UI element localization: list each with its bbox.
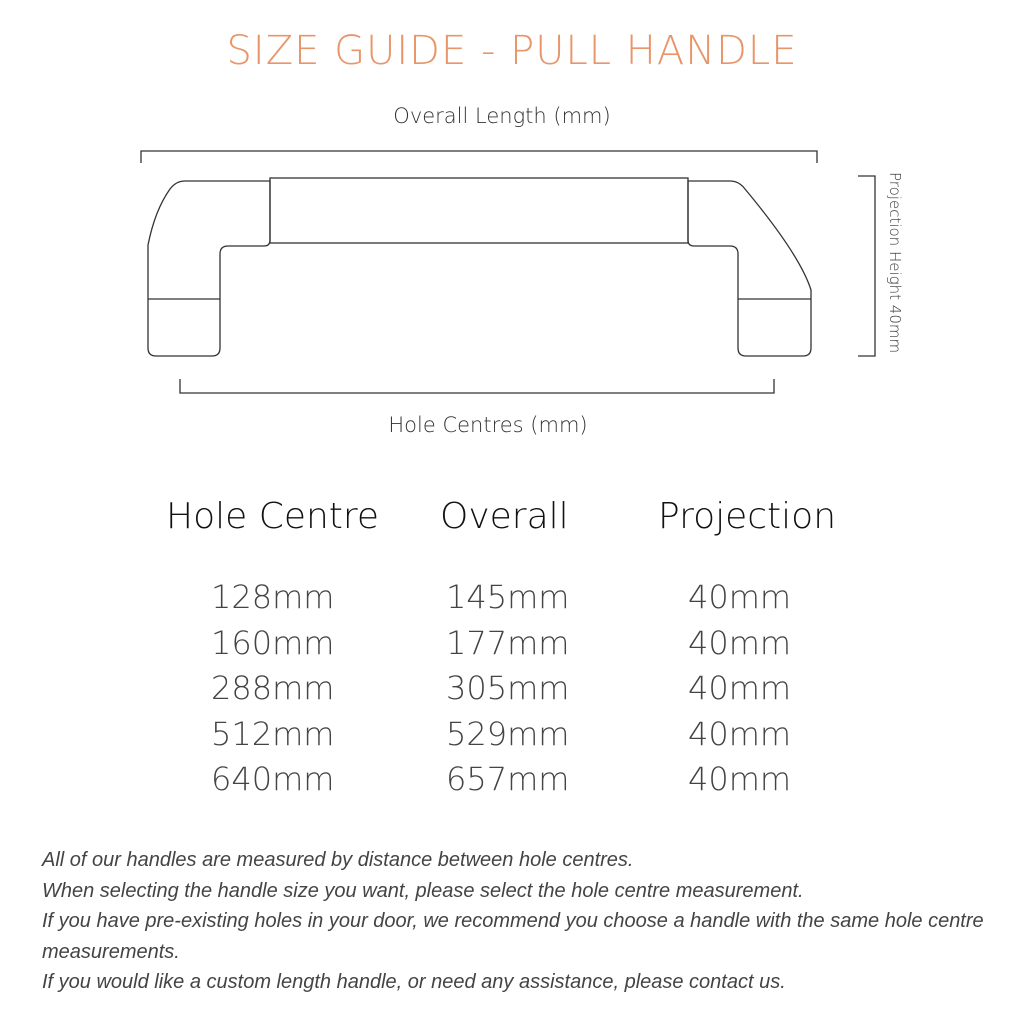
header-projection: Projection <box>658 496 837 537</box>
table-cell: 40mm <box>688 714 792 753</box>
table-cell: 305mm <box>446 669 570 707</box>
table-cell: 160mm <box>211 623 335 662</box>
handle-left-leg <box>148 181 270 356</box>
projection-height-label: Projection Height 40mm <box>886 172 904 354</box>
table-cell: 40mm <box>688 623 792 662</box>
table-cell: 177mm <box>446 623 570 662</box>
header-overall: Overall <box>440 496 569 537</box>
table-cell: 657mm <box>446 760 570 798</box>
note-line: If you would like a custom length handle, or need any assistance, please contact us. <box>42 971 786 993</box>
table-cell: 40mm <box>688 760 792 798</box>
overall-length-bracket <box>141 151 817 163</box>
table-cell: 288mm <box>211 669 335 707</box>
projection-column <box>688 575 791 803</box>
table-cell: 40mm <box>688 669 792 707</box>
notes <box>42 845 1002 998</box>
table-cell: 128mm <box>211 578 335 616</box>
hole-centre-column <box>211 575 334 803</box>
table-cell: 529mm <box>446 714 570 753</box>
handle-diagram <box>0 0 1024 480</box>
note-line: When selecting the handle size you want, please select the hole centre measurement. <box>42 879 804 902</box>
hole-centres-bracket <box>180 379 774 393</box>
note-line: All of our handles are measured by distance between hole centres. <box>42 849 634 871</box>
handle-bar <box>270 178 688 243</box>
table-cell: 145mm <box>446 578 570 616</box>
table-cell: 40mm <box>688 578 792 616</box>
overall-column <box>446 575 569 803</box>
table-cell: 640mm <box>211 760 335 798</box>
hole-centres-label: Hole Centres (mm) <box>388 413 588 437</box>
overall-length-label: Overall Length (mm) <box>393 104 611 128</box>
table-cell: 512mm <box>211 714 335 753</box>
note-line: If you have pre-existing holes in your door, we recommend you choose a handle with the same hole centre measurements. <box>42 910 984 963</box>
projection-bracket <box>858 176 875 356</box>
header-hole-centre: Hole Centre <box>166 496 380 537</box>
handle-right-leg <box>688 181 811 356</box>
page-title: SIZE GUIDE - PULL HANDLE <box>226 28 798 74</box>
